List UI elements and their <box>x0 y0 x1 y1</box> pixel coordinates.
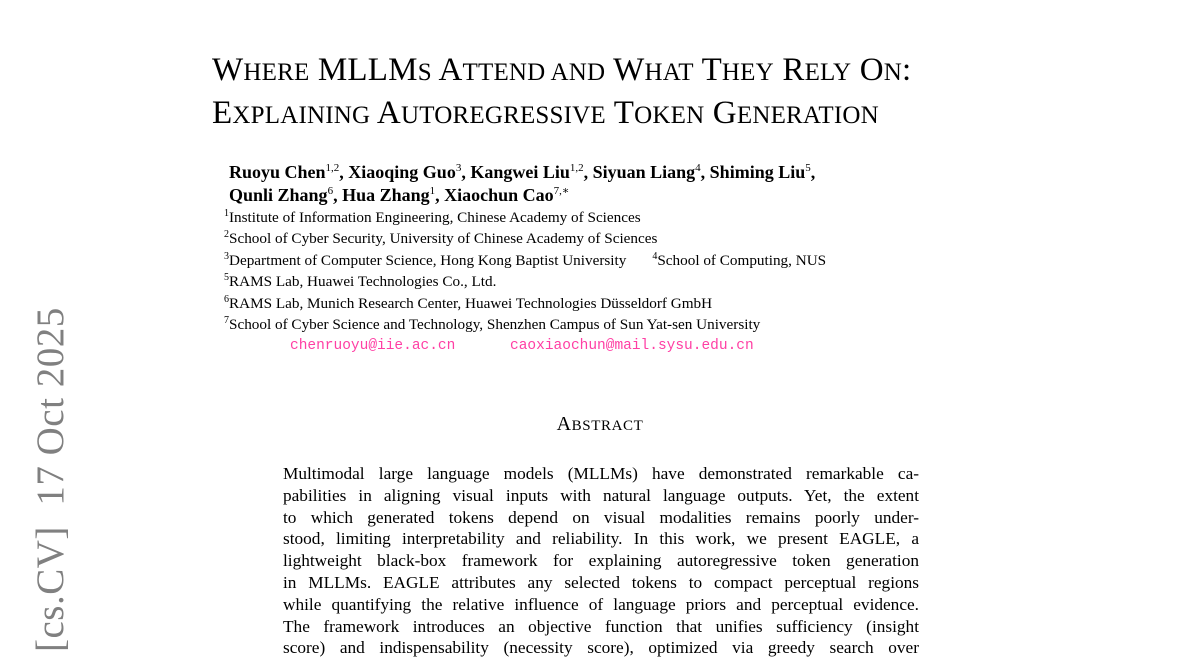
abstract-heading: ABSTRACT <box>556 413 644 435</box>
arxiv-identifier-stamp: [cs.CV] 17 Oct 2025 <box>29 307 72 652</box>
affiliation-item: $^7$School of Cyber Science and Technology, Shenzhen Campus of Sun Yat-sen University <box>224 315 761 334</box>
author-name: Qunli Zhang <box>229 185 328 205</box>
abstract-line: lightweight black-box framework for explaining autoregressive token generation <box>283 551 919 571</box>
author-affil-marker: 7,∗ <box>553 185 570 197</box>
author-affil-marker: 1 <box>429 185 436 197</box>
affiliation-item: $^2$School of Cyber Security, University of Chinese Academy of Sciences <box>224 229 658 248</box>
affiliation-item: $^1$Institute of Information Engineering, Chinese Academy of Sciences <box>224 208 641 226</box>
author-name: Hua Zhang <box>342 185 430 205</box>
author-affil-marker: 4 <box>695 162 701 174</box>
affiliation-item: $^3$Department of Computer Science, Hong Kong Baptist University $^4$School of Computing, NUS <box>224 250 827 269</box>
abstract-line: The framework introduces an objective function that unifies sufficiency (insight <box>283 616 919 636</box>
author-name: Siyuan Liang <box>592 162 696 182</box>
author-affil-marker: 3 <box>455 162 462 174</box>
author-name: Xiaochun Cao <box>444 185 554 205</box>
abstract-line: to which generated tokens depend on visual modalities remains poorly under- <box>283 507 919 527</box>
affiliation-item: $^6$RAMS Lab, Munich Research Center, Huawei Technologies Düsseldorf GmbH <box>224 293 713 312</box>
author-affil-marker: 1,2 <box>569 162 584 174</box>
abstract-line: in MLLMs. EAGLE attributes any selected tokens to compact perceptual regions <box>283 572 919 592</box>
abstract-line: pabilities in aligning visual inputs with natural language outputs. Yet, the extent <box>283 485 919 505</box>
abstract-line: while quantifying the relative influence of language priors and perceptual evidence. <box>283 594 919 614</box>
email-link[interactable]: caoxiaochun@mail.sysu.edu.cn <box>510 338 754 354</box>
author-affil-marker: 6 <box>327 185 334 197</box>
author-name: Ruoyu Chen <box>229 162 326 182</box>
author-name: Xiaoqing Guo <box>348 162 456 182</box>
affiliation-list <box>224 207 826 335</box>
abstract-line: stood, limiting interpretability and reliability. In this work, we present EAGLE, a <box>283 529 919 549</box>
paper-title <box>212 50 911 136</box>
abstract-body <box>283 463 919 659</box>
author-affil-marker: 5 <box>805 162 811 174</box>
title-line-1: WHERE MLLMS ATTEND AND WHAT THEY RELY ON: <box>212 52 912 88</box>
author-line-2: Qunli Zhang$^6$, Hua Zhang$^1$, Xiaochun Cao$^{7,∗}$ <box>229 185 570 205</box>
affiliation-item: $^5$RAMS Lab, Huawei Technologies Co., Ltd. <box>224 272 497 291</box>
abstract-line: Multimodal large language models (MLLMs) have demonstrated remarkable ca- <box>283 464 919 483</box>
contact-emails <box>290 338 754 354</box>
author-list <box>229 161 815 207</box>
author-affil-marker: 1,2 <box>325 162 340 174</box>
author-line-1: Ruoyu Chen$^{1,2}$, Xiaoqing Guo$^3$, Kangwei Liu$^{1,2}$, Siyuan Liang$^4$, Shiming Liu$^5$, <box>229 162 816 182</box>
title-line-2: EXPLAINING AUTOREGRESSIVE TOKEN GENERATION <box>212 95 879 131</box>
author-name: Shiming Liu <box>709 162 806 182</box>
email-link[interactable]: chenruoyu@iie.ac.cn <box>290 338 456 354</box>
abstract-line: score) and indispensability (necessity score), optimized via greedy search over <box>283 638 919 658</box>
author-name: Kangwei Liu <box>470 162 570 182</box>
